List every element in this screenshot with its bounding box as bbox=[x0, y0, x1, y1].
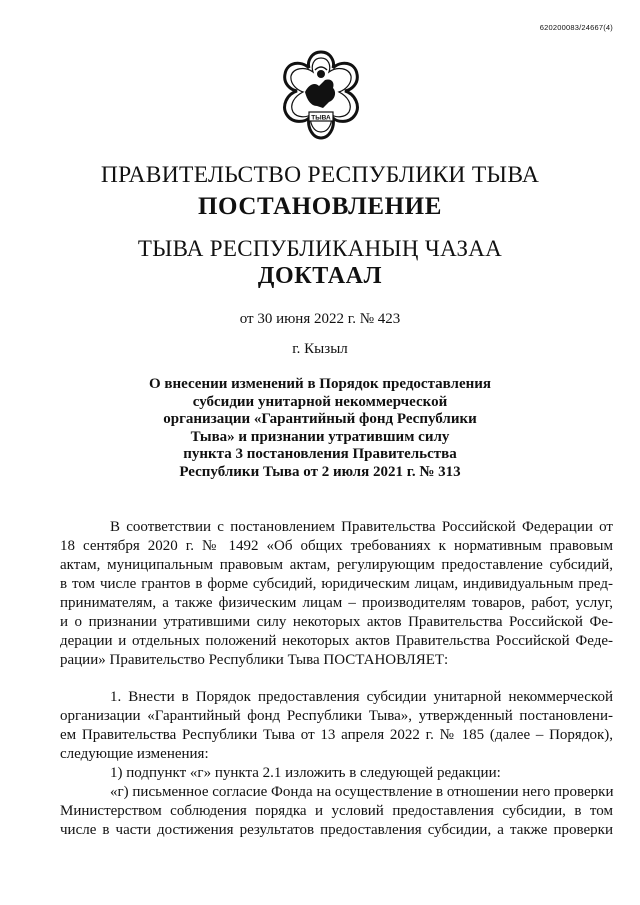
government-name-ru: ПРАВИТЕЛЬСТВО РЕСПУБЛИКИ ТЫВА bbox=[100, 162, 540, 188]
text-line: актам, муниципальным правовым актам, регулирующим предоставление субсидий, bbox=[60, 557, 613, 573]
text-line: ем Правительства Республики Тыва от 13 апреля 2022 г. № 185 (далее – Порядок), bbox=[60, 727, 613, 743]
text-line: организации «Гарантийный фонд Республики Тыва», утвержденный постановлени- bbox=[60, 708, 613, 724]
text-line: числе в части достижения результатов предоставления субсидии, а также проверки bbox=[60, 822, 613, 838]
subject-line: О внесении изменений в Порядок предоставления bbox=[148, 376, 492, 392]
text-line: дерации и отдельных положений некоторых актов Правительства Российской Феде- bbox=[60, 633, 613, 649]
text-line: 18 сентября 2020 г. № 1492 «Об общих требованиях к нормативным правовым bbox=[60, 538, 613, 554]
text-line: принимателям, а также физическим лицам – производителям товаров, работ, услуг, bbox=[60, 595, 613, 611]
text-line: в том числе грантов в форме субсидий, юридическим лицам, индивидуальным пред- bbox=[60, 576, 613, 592]
subject-line: субсидии унитарной некоммерческой bbox=[192, 393, 448, 410]
text-line: Министерством соблюдения порядка и условий предоставления субсидии, в том bbox=[60, 803, 613, 819]
preamble-paragraph bbox=[60, 518, 613, 670]
subject-line: пункта 3 постановления Правительства bbox=[183, 446, 457, 462]
text-line: 1. Внести в Порядок предоставления субсидии унитарной некоммерческой bbox=[110, 689, 613, 705]
text-line: «г) письменное согласие Фонда на осуществление в отношении него проверки bbox=[110, 784, 614, 800]
text-line: следующие изменения: bbox=[60, 746, 209, 762]
clause-1-paragraph bbox=[60, 688, 613, 840]
subject-line: организации «Гарантийный фонд Республики bbox=[163, 411, 477, 427]
emblem-text: ТЫВА bbox=[311, 114, 331, 122]
document-type-tyv: ДОКТААЛ bbox=[257, 263, 383, 289]
document-subject bbox=[0, 376, 640, 481]
government-name-tyv: ТЫВА РЕСПУБЛИКАНЫҢ ЧАЗАА bbox=[137, 236, 503, 261]
document-date: от 30 июня 2022 г. № 423 bbox=[239, 311, 401, 327]
document-number: 620200083/24667(4) bbox=[539, 23, 613, 32]
text-line: 1) подпункт «г» пункта 2.1 изложить в следующей редакции: bbox=[110, 765, 501, 781]
document-city: г. Кызыл bbox=[292, 341, 348, 357]
document-type-ru: ПОСТАНОВЛЕНИЕ bbox=[197, 193, 443, 220]
text-line: В соответствии с постановлением Правительства Российской Федерации от bbox=[110, 519, 613, 535]
subject-line: Республики Тыва от 2 июля 2021 г. № 313 bbox=[179, 463, 461, 480]
coat-of-arms-emblem-icon bbox=[275, 48, 367, 144]
text-line: рации» Правительство Республики Тыва ПОСТАНОВЛЯЕТ: bbox=[60, 652, 449, 668]
text-line: и о признании утратившими силу некоторых актов Правительства Российской Фе- bbox=[60, 614, 613, 630]
subject-line: Тыва» и признании утратившим силу bbox=[190, 428, 450, 445]
